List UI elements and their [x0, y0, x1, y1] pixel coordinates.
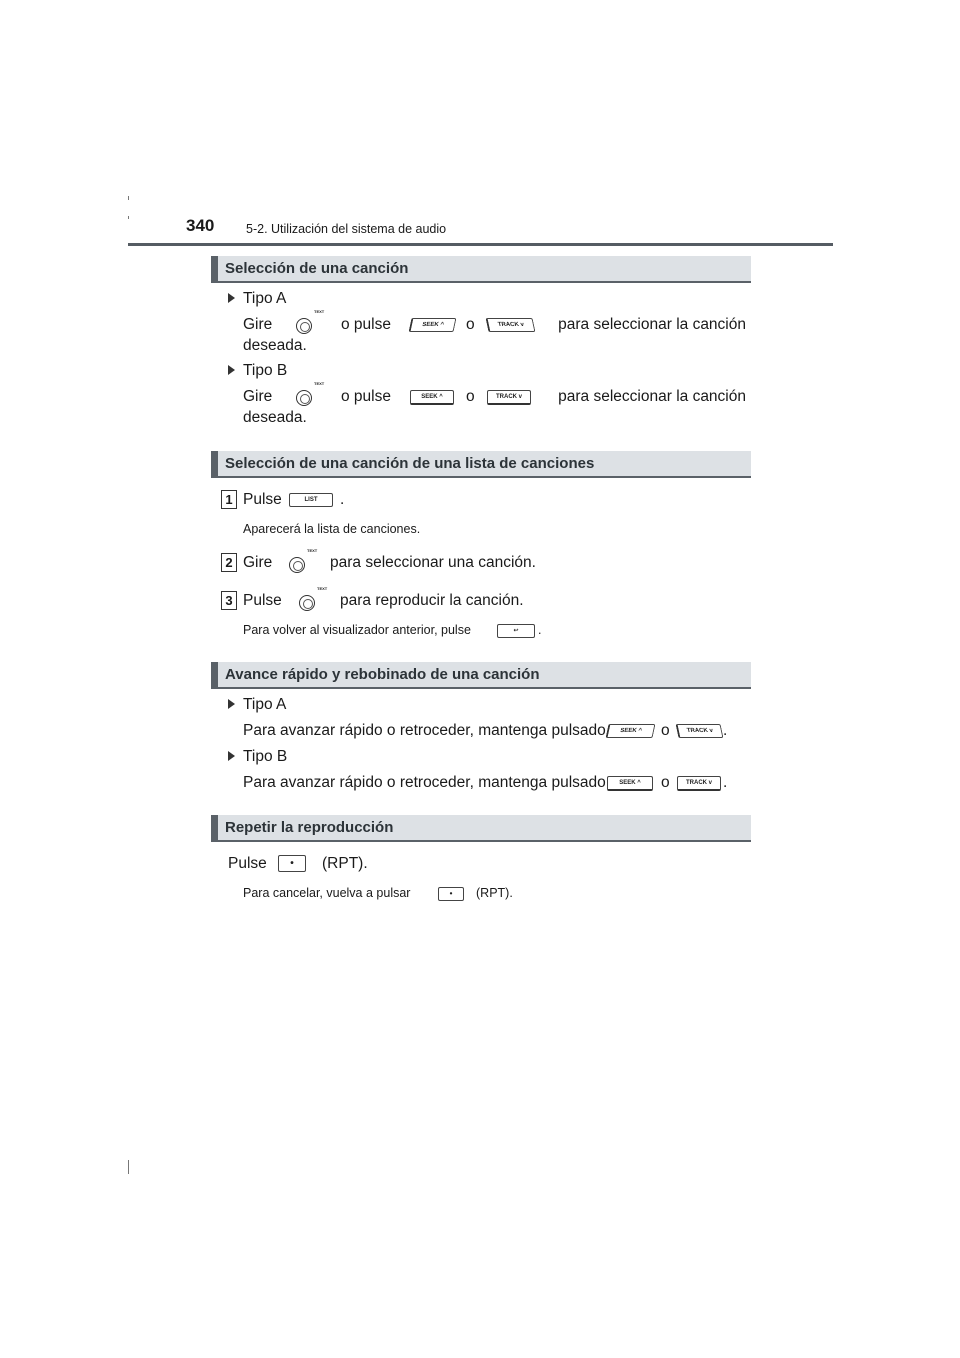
back-button-icon — [497, 624, 535, 638]
header-bar — [211, 662, 218, 687]
seek-arrow: ^ — [439, 322, 445, 328]
knob-icon — [299, 586, 328, 611]
text-gire: Gire — [243, 316, 273, 333]
triangle-bullet-icon — [228, 699, 235, 709]
text-deseada: deseada. — [243, 337, 307, 354]
triangle-bullet-icon — [228, 293, 235, 303]
seek-label: SEEK — [421, 394, 438, 400]
avance-text: Para avanzar rápido o retroceder, mantenga pulsado — [243, 722, 606, 739]
seek-button-icon — [606, 724, 656, 738]
text-dot: . — [723, 774, 728, 791]
bullet-label: Tipo B — [243, 748, 288, 765]
section-heading: Selección de una canción de una lista de canciones — [225, 455, 595, 472]
knob-icon — [296, 309, 325, 334]
margin-mark — [128, 196, 129, 200]
bullet-type-a — [228, 696, 286, 714]
bullet-label: Tipo A — [243, 696, 287, 713]
seek-label: SEEK — [421, 322, 440, 328]
knob-label: TEXT — [317, 586, 328, 591]
step-note: Aparecerá la lista de canciones. — [243, 522, 421, 536]
track-arrow: v — [520, 322, 525, 328]
section-title: 5-2. Utilización del sistema de audio — [246, 222, 447, 236]
track-label: TRACK — [495, 394, 517, 400]
text-para-seleccionar: para seleccionar la canción — [558, 316, 746, 333]
header-bar — [211, 815, 218, 840]
text-dot: . — [340, 491, 345, 508]
section-header-lista — [211, 451, 751, 478]
section-header-repetir — [211, 815, 751, 842]
repeat-note: Para cancelar, vuelva a pulsar — [243, 886, 411, 900]
rpt-button-icon — [278, 855, 306, 872]
back-glyph: ↩ — [513, 628, 519, 634]
page-number: 340 — [186, 216, 215, 235]
step-text: para seleccionar una canción. — [330, 554, 536, 571]
seek-button-icon — [410, 390, 454, 405]
text-dot: . — [723, 722, 728, 739]
bullet-type-a — [228, 290, 286, 308]
text-gire: Gire — [243, 388, 273, 405]
step-note: Para volver al visualizador anterior, pulse — [243, 623, 471, 637]
header-rule — [128, 243, 833, 246]
track-arrow: v — [518, 394, 522, 400]
rpt-glyph: • — [449, 889, 453, 898]
bullet-label: Tipo A — [243, 290, 287, 307]
track-label: TRACK — [497, 322, 520, 328]
seek-button-icon — [409, 318, 457, 332]
text-o-pulse: o pulse — [341, 316, 391, 333]
text-deseada: deseada. — [243, 409, 307, 426]
bullet-label: Tipo B — [243, 362, 288, 379]
margin-mark — [128, 1160, 129, 1174]
text-pulse: Pulse — [228, 855, 267, 872]
header-bar — [211, 451, 218, 476]
step-number: 3 — [221, 591, 237, 610]
seek-label: SEEK — [619, 728, 638, 734]
list-button-icon — [289, 493, 333, 507]
triangle-bullet-icon — [228, 751, 235, 761]
knob-label: TEXT — [307, 548, 318, 553]
knob-label: TEXT — [314, 309, 325, 314]
track-button-icon — [486, 318, 536, 332]
section-heading: Repetir la reproducción — [225, 819, 394, 836]
track-button-icon — [676, 724, 724, 738]
text-para-seleccionar: para seleccionar la canción — [558, 388, 746, 405]
avance-text: Para avanzar rápido o retroceder, mantenga pulsado — [243, 774, 606, 791]
list-label: LIST — [304, 497, 318, 503]
section-header-avance — [211, 662, 751, 689]
text-rpt: (RPT). — [476, 886, 513, 900]
track-button-icon — [677, 776, 721, 791]
text-o: o — [466, 316, 475, 333]
seek-arrow: ^ — [637, 728, 643, 734]
track-arrow: v — [709, 728, 714, 734]
seek-arrow: ^ — [439, 394, 443, 400]
seek-arrow: ^ — [637, 780, 641, 786]
header-bar — [211, 256, 218, 281]
step-number: 2 — [221, 553, 237, 572]
text-o: o — [661, 722, 670, 739]
rpt-button-icon — [438, 887, 464, 901]
section-heading: Avance rápido y rebobinado de una canción — [225, 666, 540, 683]
text-dot: . — [538, 623, 542, 637]
section-heading: Selección de una canción — [225, 260, 409, 277]
knob-icon — [296, 381, 325, 406]
text-pulse: Pulse — [243, 491, 282, 508]
text-rpt: (RPT). — [322, 855, 368, 872]
rpt-glyph: • — [290, 858, 294, 869]
text-pulse: Pulse — [243, 592, 282, 609]
text-o: o — [466, 388, 475, 405]
text-gire: Gire — [243, 554, 273, 571]
seek-button-icon — [607, 776, 653, 791]
seek-label: SEEK — [619, 780, 636, 786]
text-o: o — [661, 774, 670, 791]
knob-icon — [289, 548, 318, 573]
bullet-type-b — [228, 362, 287, 380]
knob-label: TEXT — [314, 381, 325, 386]
margin-mark — [128, 216, 129, 219]
section-header-seleccion — [211, 256, 751, 283]
track-label: TRACK — [686, 728, 709, 734]
triangle-bullet-icon — [228, 365, 235, 375]
step-text: para reproducir la canción. — [340, 592, 524, 609]
step-number: 1 — [221, 490, 237, 509]
track-arrow: v — [708, 780, 712, 786]
text-o-pulse: o pulse — [341, 388, 391, 405]
track-label: TRACK — [685, 780, 707, 786]
bullet-type-b — [228, 748, 287, 766]
track-button-icon — [487, 390, 531, 405]
